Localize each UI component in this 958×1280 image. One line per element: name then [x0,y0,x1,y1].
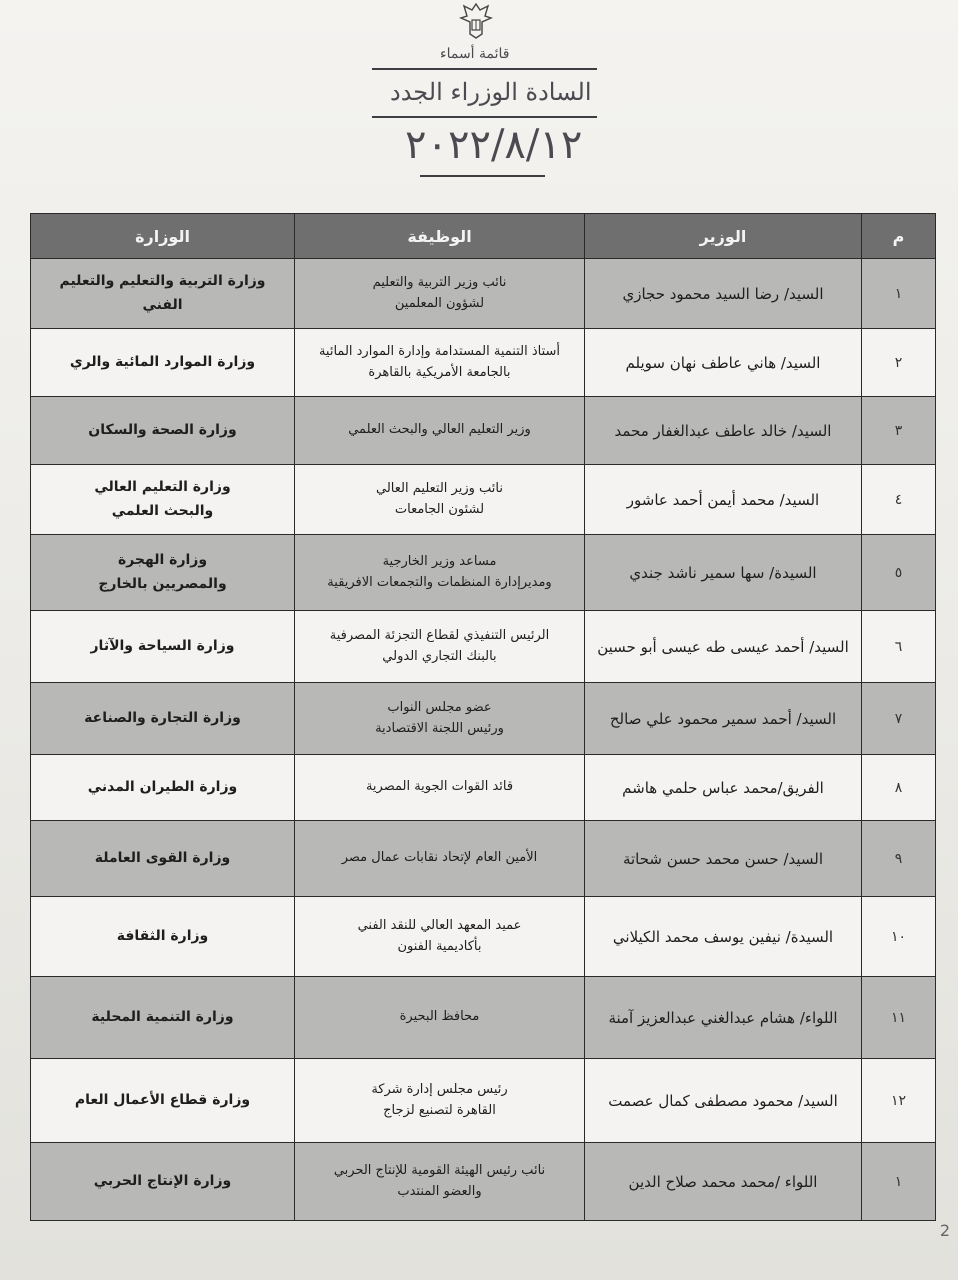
job-title: قائد القوات الجوية المصرية [295,755,585,821]
date-underline [420,175,545,177]
row-number: ٦ [862,611,936,683]
job-title: الأمين العام لإتحاد نقابات عمال مصر [295,821,585,897]
table-row [31,397,936,465]
minister-name: السيد/ حسن محمد حسن شحاتة [585,821,862,897]
divider [372,116,597,118]
job-title: محافظ البحيرة [295,977,585,1059]
ministry-name: وزارة التنمية المحلية [31,977,295,1059]
ministry-name: وزارة القوى العاملة [31,821,295,897]
ministry-name: وزارة السياحة والآثار [31,611,295,683]
ministry-name: وزارة الموارد المائية والري [31,329,295,397]
job-title: نائب رئيس الهيئة القومية للإنتاج الحربي والعضو المنتدب [295,1143,585,1221]
table-row [31,259,936,329]
job-title: مساعد وزير الخارجية ومديرإدارة المنظمات والتجمعات الافريقية [295,535,585,611]
ministry-name: وزارة الصحة والسكان [31,397,295,465]
row-number: ٧ [862,683,936,755]
ministry-name: وزارة التعليم العالي والبحث العلمي [31,465,295,535]
row-number: ١ [862,259,936,329]
column-header: الوزير [585,214,862,259]
table-row [31,611,936,683]
minister-name: السيد/ أحمد عيسى طه عيسى أبو حسين [585,611,862,683]
minister-name: الفريق/محمد عباس حلمي هاشم [585,755,862,821]
eagle-emblem-icon [458,0,494,40]
job-title: نائب وزير التربية والتعليم لشؤون المعلمين [295,259,585,329]
ministry-name: وزارة التجارة والصناعة [31,683,295,755]
ministers-table [30,213,936,1221]
table-row [31,755,936,821]
job-title: رئيس مجلس إدارة شركة القاهرة لتصنيع لزجاج [295,1059,585,1143]
table-row [31,329,936,397]
minister-name: السيدة/ سها سمير ناشد جندي [585,535,862,611]
page-title: السادة الوزراء الجدد [390,78,592,106]
row-number: ١ [862,1143,936,1221]
minister-name: السيد/ أحمد سمير محمود علي صالح [585,683,862,755]
job-title: عميد المعهد العالي للنقد الفني بأكاديمية الفنون [295,897,585,977]
table-row [31,821,936,897]
divider [372,68,597,70]
table-row [31,1059,936,1143]
ministry-name: وزارة الهجرة والمصريين بالخارج [31,535,295,611]
row-number: ٣ [862,397,936,465]
row-number: ٢ [862,329,936,397]
row-number: ٨ [862,755,936,821]
row-number: ٩ [862,821,936,897]
minister-name: السيد/ محمد أيمن أحمد عاشور [585,465,862,535]
minister-name: السيد/ هاني عاطف نهان سويلم [585,329,862,397]
job-title: الرئيس التنفيذي لقطاع التجزئة المصرفية بالبنك التجاري الدولي [295,611,585,683]
page-number: 2 [939,1221,950,1240]
row-number: ٤ [862,465,936,535]
column-header: الوظيفة [295,214,585,259]
ministry-name: وزارة الإنتاج الحربي [31,1143,295,1221]
row-number: ١٢ [862,1059,936,1143]
job-title: وزير التعليم العالي والبحث العلمي [295,397,585,465]
minister-name: السيد/ محمود مصطفى كمال عصمت [585,1059,862,1143]
table-row [31,1143,936,1221]
row-number: ٥ [862,535,936,611]
job-title: عضو مجلس النواب ورئيس اللجنة الاقتصادية [295,683,585,755]
column-header: الوزارة [31,214,295,259]
ministry-name: وزارة الطيران المدني [31,755,295,821]
table-row [31,465,936,535]
table-row [31,897,936,977]
list-label: قائمة أسماء [440,46,510,62]
date-text: ٢٠٢٢/٨/١٢ [405,122,583,168]
ministry-name: وزارة الثقافة [31,897,295,977]
minister-name: السيدة/ نيفين يوسف محمد الكيلاني [585,897,862,977]
minister-name: السيد/ رضا السيد محمود حجازي [585,259,862,329]
row-number: ١١ [862,977,936,1059]
minister-name: اللواء/ هشام عبدالغني عبدالعزيز آمنة [585,977,862,1059]
ministry-name: وزارة قطاع الأعمال العام [31,1059,295,1143]
job-title: نائب وزير التعليم العالي لشئون الجامعات [295,465,585,535]
column-header: م [862,214,936,259]
table-row [31,535,936,611]
table-row [31,683,936,755]
table-header-row [31,214,936,259]
row-number: ١٠ [862,897,936,977]
job-title: أستاذ التنمية المستدامة وإدارة الموارد المائية بالجامعة الأمريكية بالقاهرة [295,329,585,397]
ministry-name: وزارة التربية والتعليم والتعليم الفني [31,259,295,329]
table-row [31,977,936,1059]
minister-name: اللواء /محمد محمد صلاح الدين [585,1143,862,1221]
minister-name: السيد/ خالد عاطف عبدالغفار محمد [585,397,862,465]
